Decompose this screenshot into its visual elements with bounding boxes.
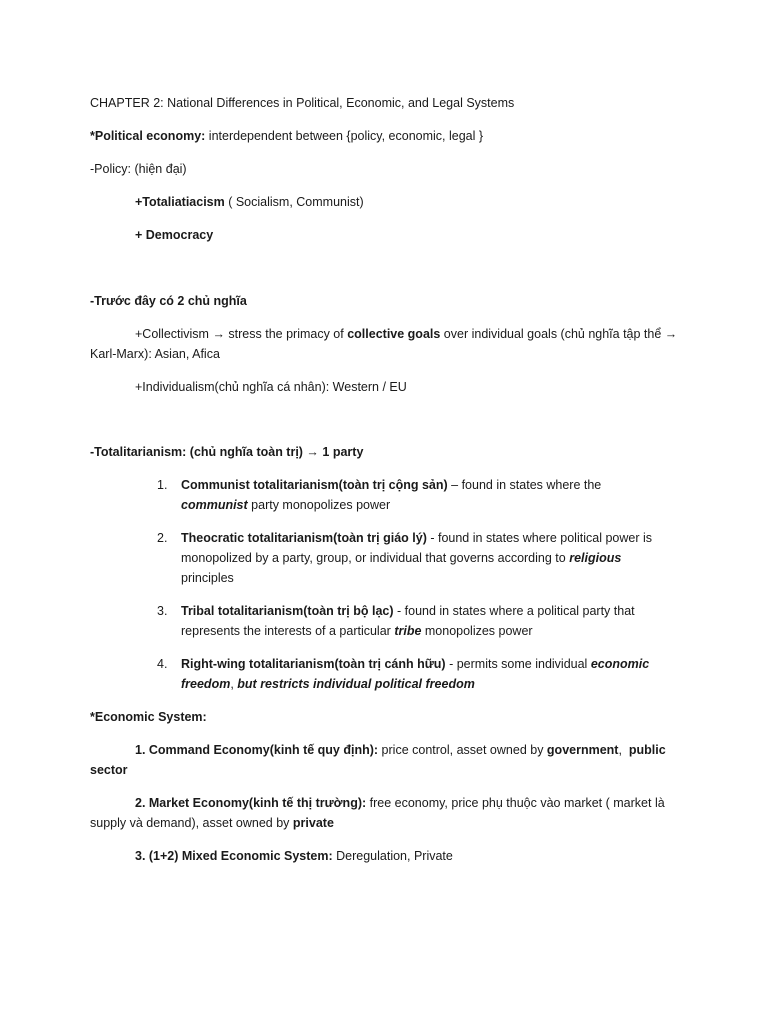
policy-item bbox=[135, 192, 364, 212]
item-bold: Right-wing totalitarianism(toàn trị cánh hữu) bbox=[181, 657, 446, 671]
list-item bbox=[181, 654, 671, 694]
command-line-2 bbox=[90, 760, 690, 780]
command-line-1 bbox=[90, 740, 690, 760]
item-bold: Theocratic totalitarianism(toàn trị giáo lý) bbox=[181, 531, 427, 545]
market-line-1 bbox=[90, 793, 690, 813]
item-text-2: , bbox=[230, 677, 238, 691]
economic-system-heading bbox=[90, 707, 207, 727]
mixed-economy-line bbox=[135, 846, 453, 866]
item-text-2: party monopolizes power bbox=[247, 498, 391, 512]
item-text: - found in states where a political party that represents the interests of a particular bbox=[181, 604, 635, 638]
totalitarianism-heading bbox=[90, 442, 363, 462]
item-bold: Communist totalitarianism(toàn trị cộng sản) bbox=[181, 478, 448, 492]
item-text: - found in states where political power is monopolized by a party, group, or individual that governs according to bbox=[181, 531, 652, 565]
command-sector: sector bbox=[90, 763, 128, 777]
item-emphasis: religious bbox=[569, 551, 622, 565]
political-economy-text: interdependent between {policy, economic, legal } bbox=[208, 129, 484, 143]
list-number: 2. bbox=[157, 531, 168, 545]
item-emphasis: communist bbox=[181, 498, 248, 512]
market-bold: 2. Market Economy(kinh tế thị trường): bbox=[135, 796, 367, 810]
market-line-2 bbox=[90, 813, 690, 833]
market-private: private bbox=[292, 816, 334, 830]
command-public: public bbox=[628, 743, 666, 757]
collectivism-line-2: Karl-Marx): Asian, Afica bbox=[90, 347, 220, 361]
before-heading bbox=[90, 291, 247, 311]
chapter-title: CHAPTER 2: National Differences in Political, Economic, and Legal Systems bbox=[90, 96, 515, 110]
totalitarianism-heading-text: -Totalitarianism: (chủ nghĩa toàn trị) → 1 party bbox=[90, 445, 364, 459]
command-economy-paragraph bbox=[90, 740, 690, 780]
policy-item bbox=[135, 225, 213, 245]
list-number: 4. bbox=[157, 657, 168, 671]
list-number: 3. bbox=[157, 604, 168, 618]
item-emphasis: tribe bbox=[394, 624, 422, 638]
list-number: 1. bbox=[157, 478, 168, 492]
before-heading-text: -Trước đây có 2 chủ nghĩa bbox=[90, 294, 247, 308]
collectivism-text-2: over individual goals (chủ nghĩa tập thể → bbox=[440, 327, 678, 341]
policy-label: -Policy: bbox=[90, 162, 131, 176]
item-text: – found in states where the bbox=[447, 478, 602, 492]
item-emphasis: economic freedom bbox=[181, 657, 650, 691]
economic-system-heading-text: *Economic System: bbox=[90, 710, 207, 724]
individualism-line: +Individualism(chủ nghĩa cá nhân): Western / EU bbox=[135, 380, 407, 394]
policy-line bbox=[90, 159, 187, 179]
command-bold: 1. Command Economy(kinh tế quy định): bbox=[135, 743, 379, 757]
mixed-text: Deregulation, Private bbox=[332, 849, 453, 863]
policy-item-bold: +Totaliatiacism bbox=[135, 195, 225, 209]
list-item bbox=[181, 528, 671, 588]
mixed-bold: 3. (1+2) Mixed Economic System: bbox=[135, 849, 333, 863]
market-text-2: supply và demand), asset owned by bbox=[90, 816, 293, 830]
policy-item-bold: + Democracy bbox=[135, 228, 214, 242]
political-economy-line bbox=[90, 126, 483, 146]
list-item bbox=[181, 601, 671, 641]
policy-text: (hiện đại) bbox=[134, 162, 187, 176]
collectivism-bold: collective goals bbox=[347, 327, 441, 341]
political-economy-label: *Political economy: bbox=[90, 129, 206, 143]
item-text-2: monopolizes power bbox=[421, 624, 533, 638]
item-bold: Tribal totalitarianism(toàn trị bộ lạc) bbox=[181, 604, 394, 618]
item-emphasis-2: but restricts individual political freedom bbox=[237, 677, 475, 691]
item-text-2: principles bbox=[181, 571, 234, 585]
list-item bbox=[181, 475, 671, 515]
collectivism-line-1 bbox=[90, 324, 690, 344]
market-economy-paragraph bbox=[90, 793, 690, 833]
command-government: government bbox=[546, 743, 619, 757]
market-text: free economy, price phụ thuộc vào market ( market là bbox=[366, 796, 665, 810]
command-sep: , bbox=[618, 743, 629, 757]
item-text: - permits some individual bbox=[445, 657, 591, 671]
collectivism-text: +Collectivism → stress the primacy of bbox=[135, 327, 348, 341]
policy-item-text: ( Socialism, Communist) bbox=[224, 195, 364, 209]
command-text: price control, asset owned by bbox=[378, 743, 547, 757]
collectivism-paragraph bbox=[90, 324, 690, 364]
